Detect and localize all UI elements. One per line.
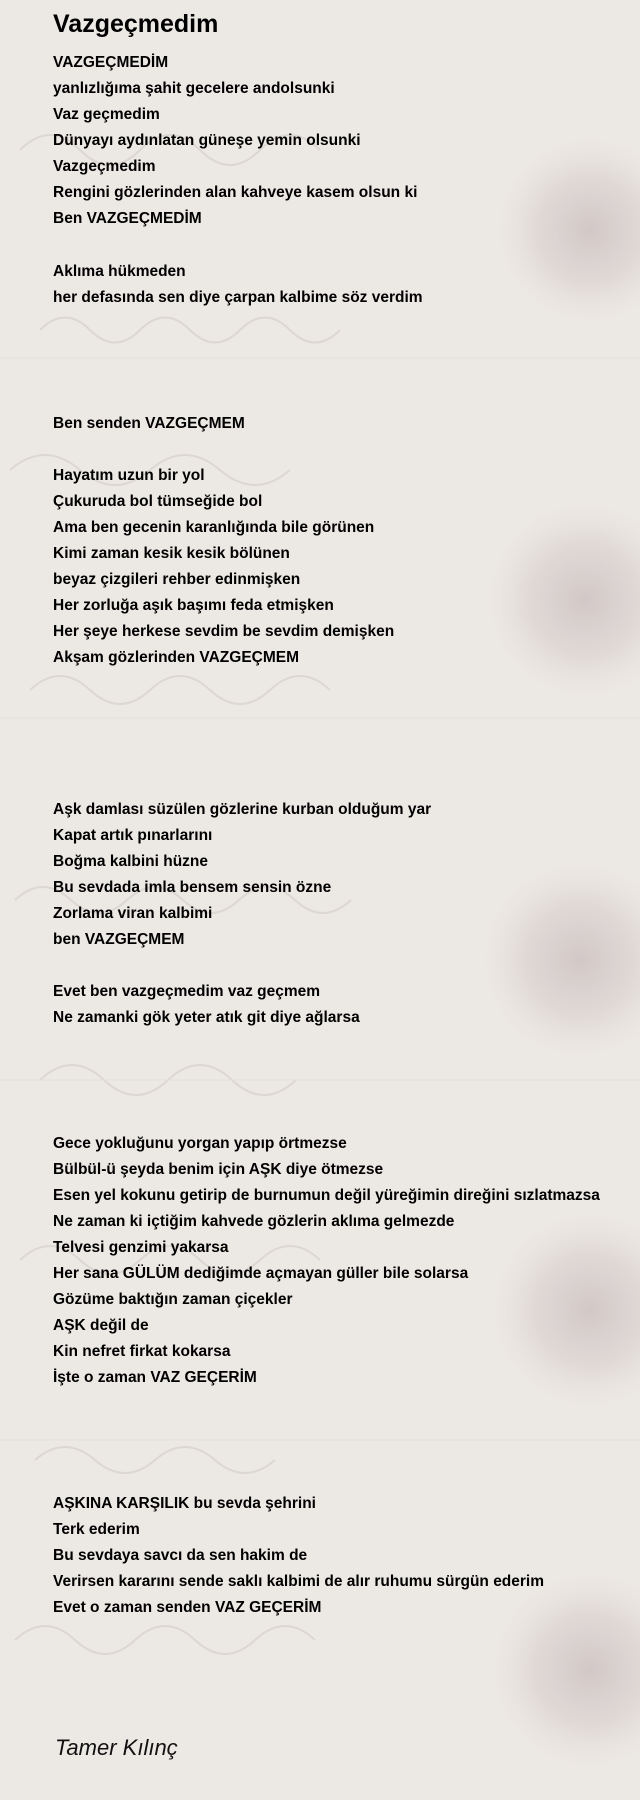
stanza-7 xyxy=(53,1131,600,1391)
poem-line: ben VAZGEÇMEM xyxy=(53,931,185,948)
stanza-3 xyxy=(53,411,245,437)
poem-line: Evet o zaman senden VAZ GEÇERİM xyxy=(53,1599,322,1616)
poem-line: Verirsen kararını sende saklı kalbimi de alır ruhumu sürgün ederim xyxy=(53,1573,545,1590)
poem-line: Terk ederim xyxy=(53,1521,140,1538)
poem-line: Bu sevdaya savcı da sen hakim de xyxy=(53,1547,308,1564)
poem-line: Telvesi genzimi yakarsa xyxy=(53,1239,229,1256)
poem-line: VAZGEÇMEDİM xyxy=(53,54,169,71)
poem-line: Rengini gözlerinden alan kahveye kasem olsun ki xyxy=(53,184,418,201)
stanza-6 xyxy=(53,979,360,1031)
poem-line: Kin nefret firkat kokarsa xyxy=(53,1343,231,1360)
poem-line: Bu sevdada imla bensem sensin özne xyxy=(53,879,332,896)
stanza-2 xyxy=(53,259,423,311)
poem-line: beyaz çizgileri rehber edinmişken xyxy=(53,571,301,588)
poem-line: Her sana GÜLÜM dediğimde açmayan güller bile solarsa xyxy=(53,1265,469,1282)
poem-line: her defasında sen diye çarpan kalbime söz verdim xyxy=(53,289,423,306)
poem-line: Aklıma hükmeden xyxy=(53,263,186,280)
poem-title: Vazgeçmedim xyxy=(53,10,219,38)
poem-line: İşte o zaman VAZ GEÇERİM xyxy=(53,1369,257,1386)
stanza-5 xyxy=(53,797,431,953)
poem-line: Evet ben vazgeçmedim vaz geçmem xyxy=(53,983,321,1000)
poem-line: Ben VAZGEÇMEDİM xyxy=(53,210,202,227)
stanza-4 xyxy=(53,463,394,671)
poem-line: Akşam gözlerinden VAZGEÇMEM xyxy=(53,649,300,666)
poem-line: Aşk damlası süzülen gözlerine kurban olduğum yar xyxy=(53,801,432,818)
poem-line: Kimi zaman kesik kesik bölünen xyxy=(53,545,290,562)
poem-line: Kapat artık pınarlarını xyxy=(53,827,213,844)
poem-line: Hayatım uzun bir yol xyxy=(53,467,205,484)
poem-author: Tamer Kılınç xyxy=(55,1735,178,1760)
poem-line: Her şeye herkese sevdim be sevdim demişken xyxy=(53,623,395,640)
poem-line: AŞKINA KARŞILIK bu sevda şehrini xyxy=(53,1495,316,1512)
poem-line: Her zorluğa aşık başımı feda etmişken xyxy=(53,597,334,614)
poem-line: AŞK değil de xyxy=(53,1317,149,1334)
stanza-8 xyxy=(53,1491,544,1621)
poem-line: Boğma kalbini hüzne xyxy=(53,853,209,870)
poem-line: Bülbül-ü şeyda benim için AŞK diye ötmezse xyxy=(53,1161,384,1178)
poem-line: Gözüme baktığın zaman çiçekler xyxy=(53,1291,293,1308)
poem-line: Vaz geçmedim xyxy=(53,106,160,123)
poem-line: Ben senden VAZGEÇMEM xyxy=(53,415,245,432)
poem-line: Ne zamanki gök yeter atık git diye ağlarsa xyxy=(53,1009,360,1026)
poem-line: Dünyayı aydınlatan güneşe yemin olsunki xyxy=(53,132,361,149)
poem-line: Çukuruda bol tümseğide bol xyxy=(53,493,263,510)
poem-line: Zorlama viran kalbimi xyxy=(53,905,213,922)
poem-line: Vazgeçmedim xyxy=(53,158,156,175)
poem-line: yanlızlığıma şahit gecelere andolsunki xyxy=(53,80,335,97)
poem-line: Gece yokluğunu yorgan yapıp örtmezse xyxy=(53,1135,347,1152)
stanza-1 xyxy=(53,50,417,232)
poem-line: Esen yel kokunu getirip de burnumun değil yüreğimin direğini sızlatmazsa xyxy=(53,1187,600,1204)
poem-line: Ne zaman ki içtiğim kahvede gözlerin aklıma gelmezde xyxy=(53,1213,455,1230)
poem-line: Ama ben gecenin karanlığında bile görünen xyxy=(53,519,375,536)
